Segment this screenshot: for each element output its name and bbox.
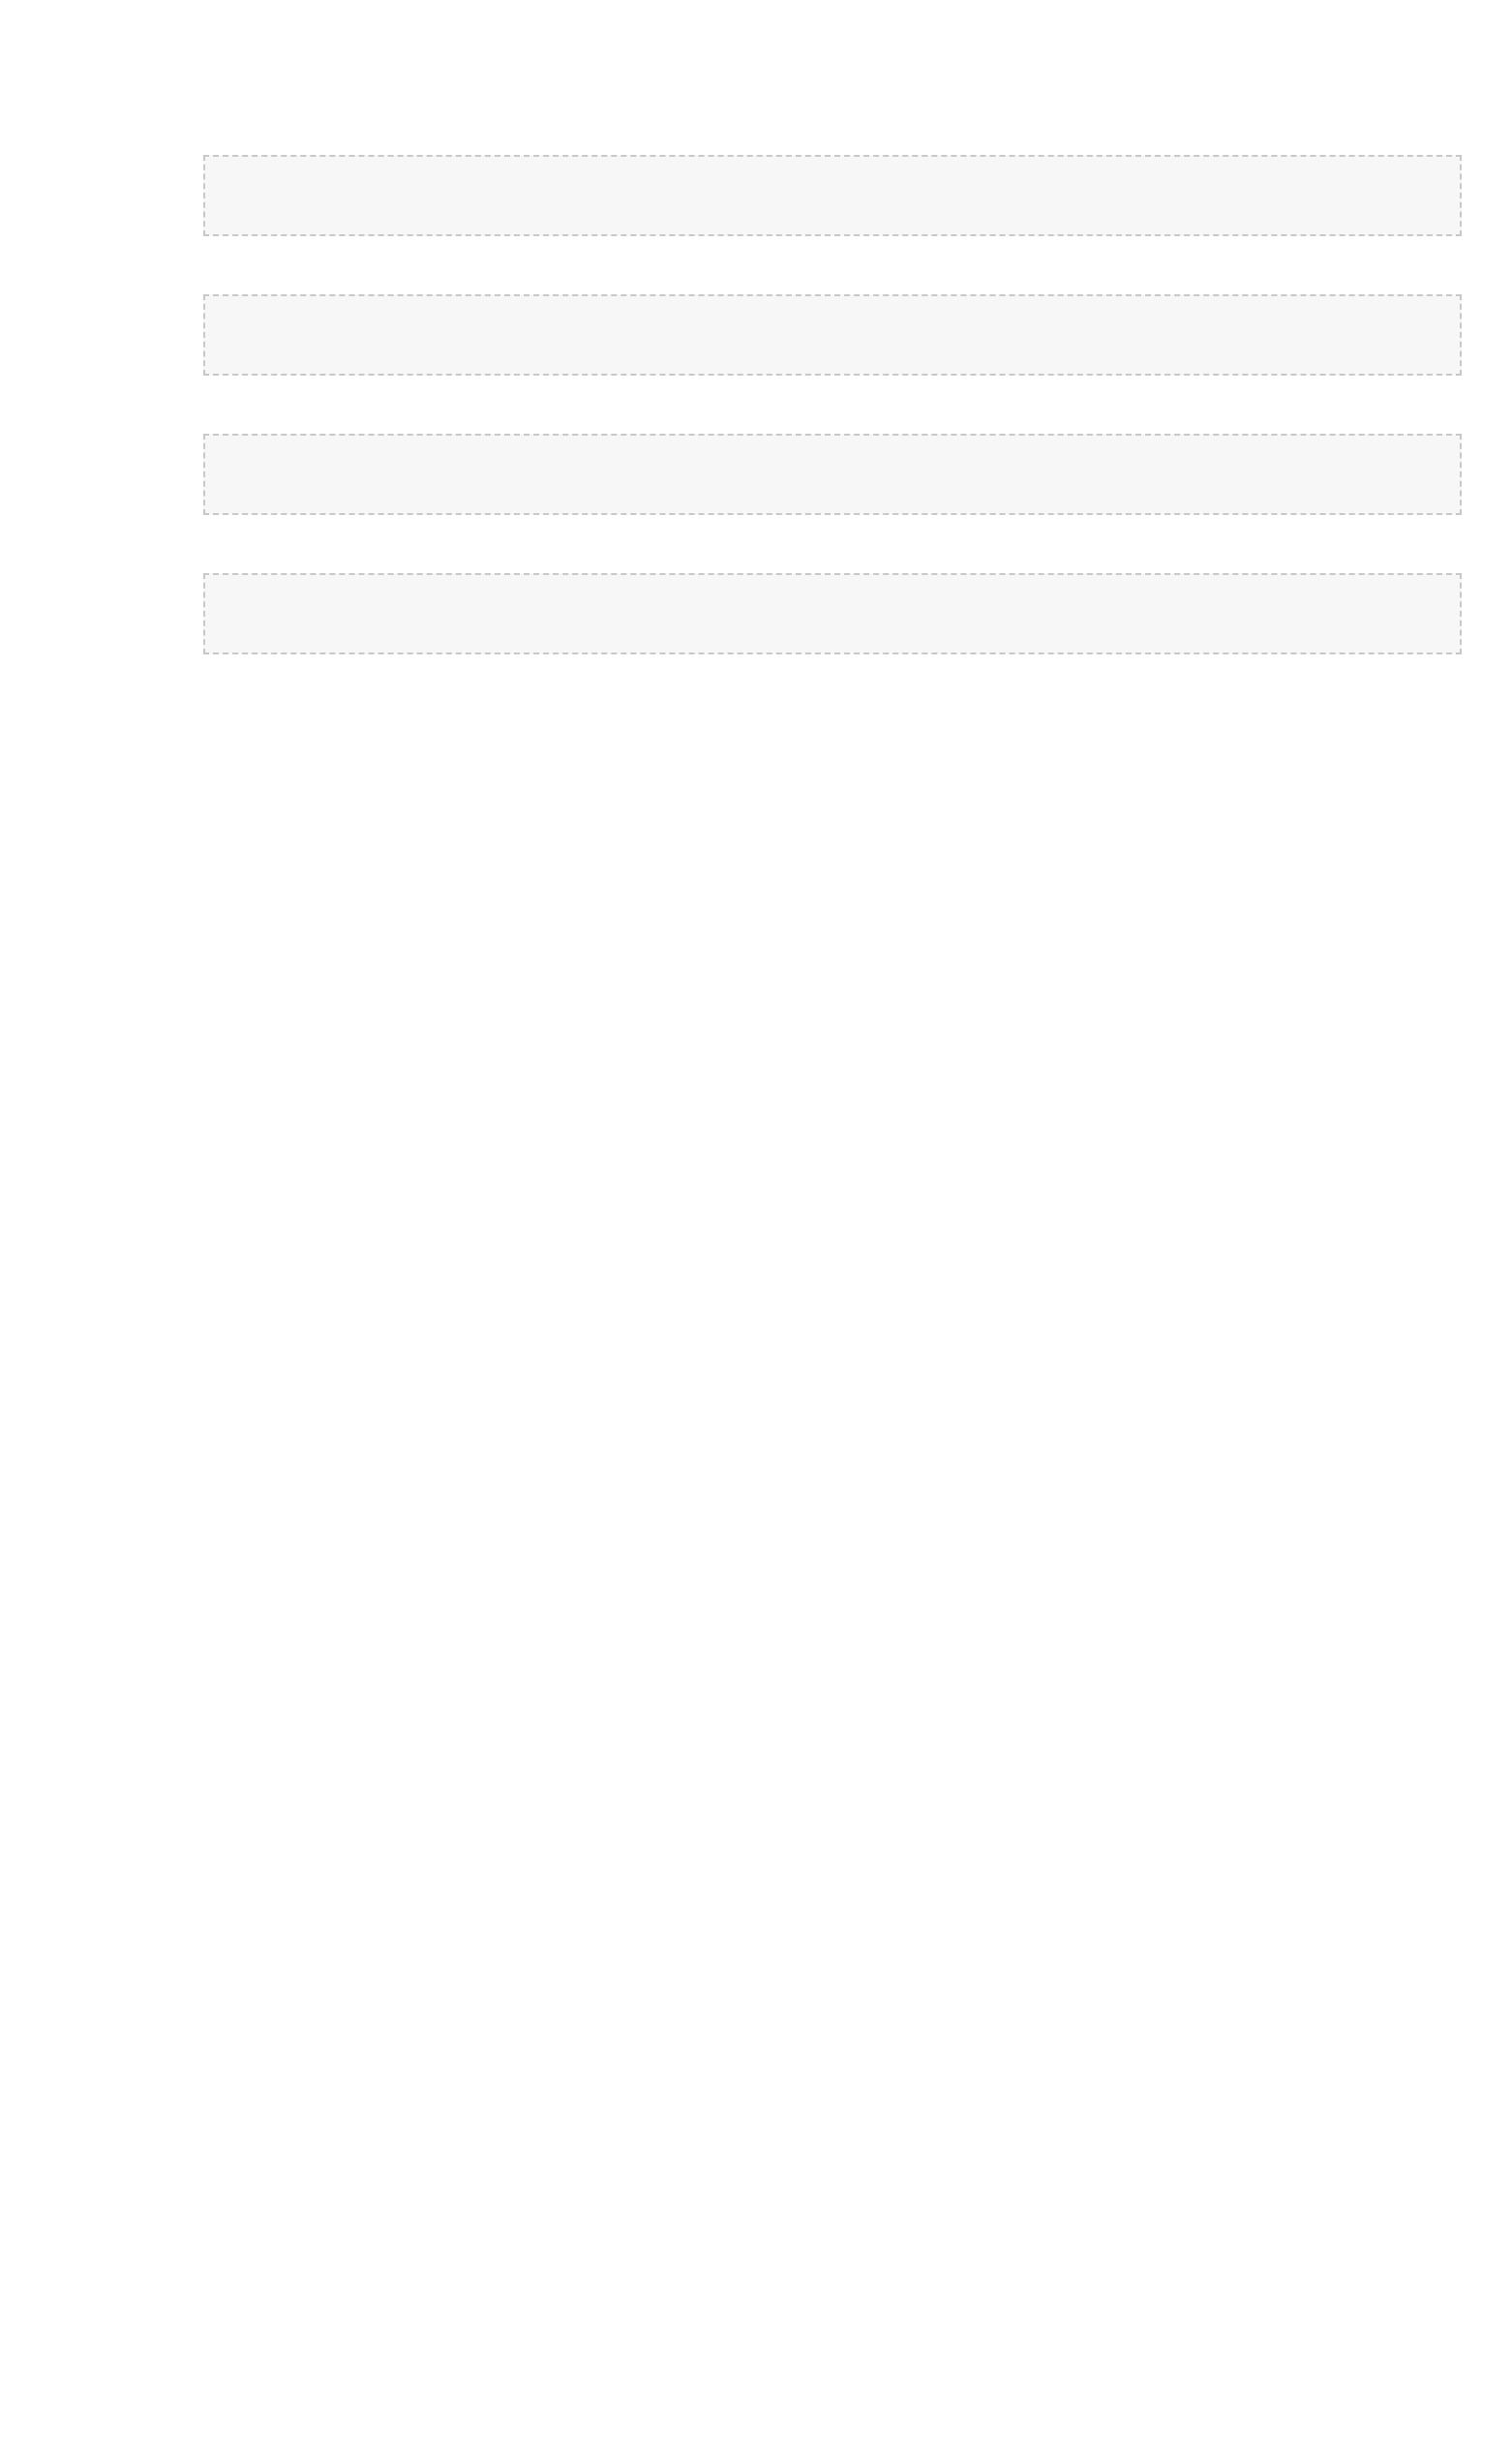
text-block [203,294,1462,376]
document-body [203,155,1462,713]
text-block [203,434,1462,515]
text-block [203,573,1462,654]
text-block [203,155,1462,236]
